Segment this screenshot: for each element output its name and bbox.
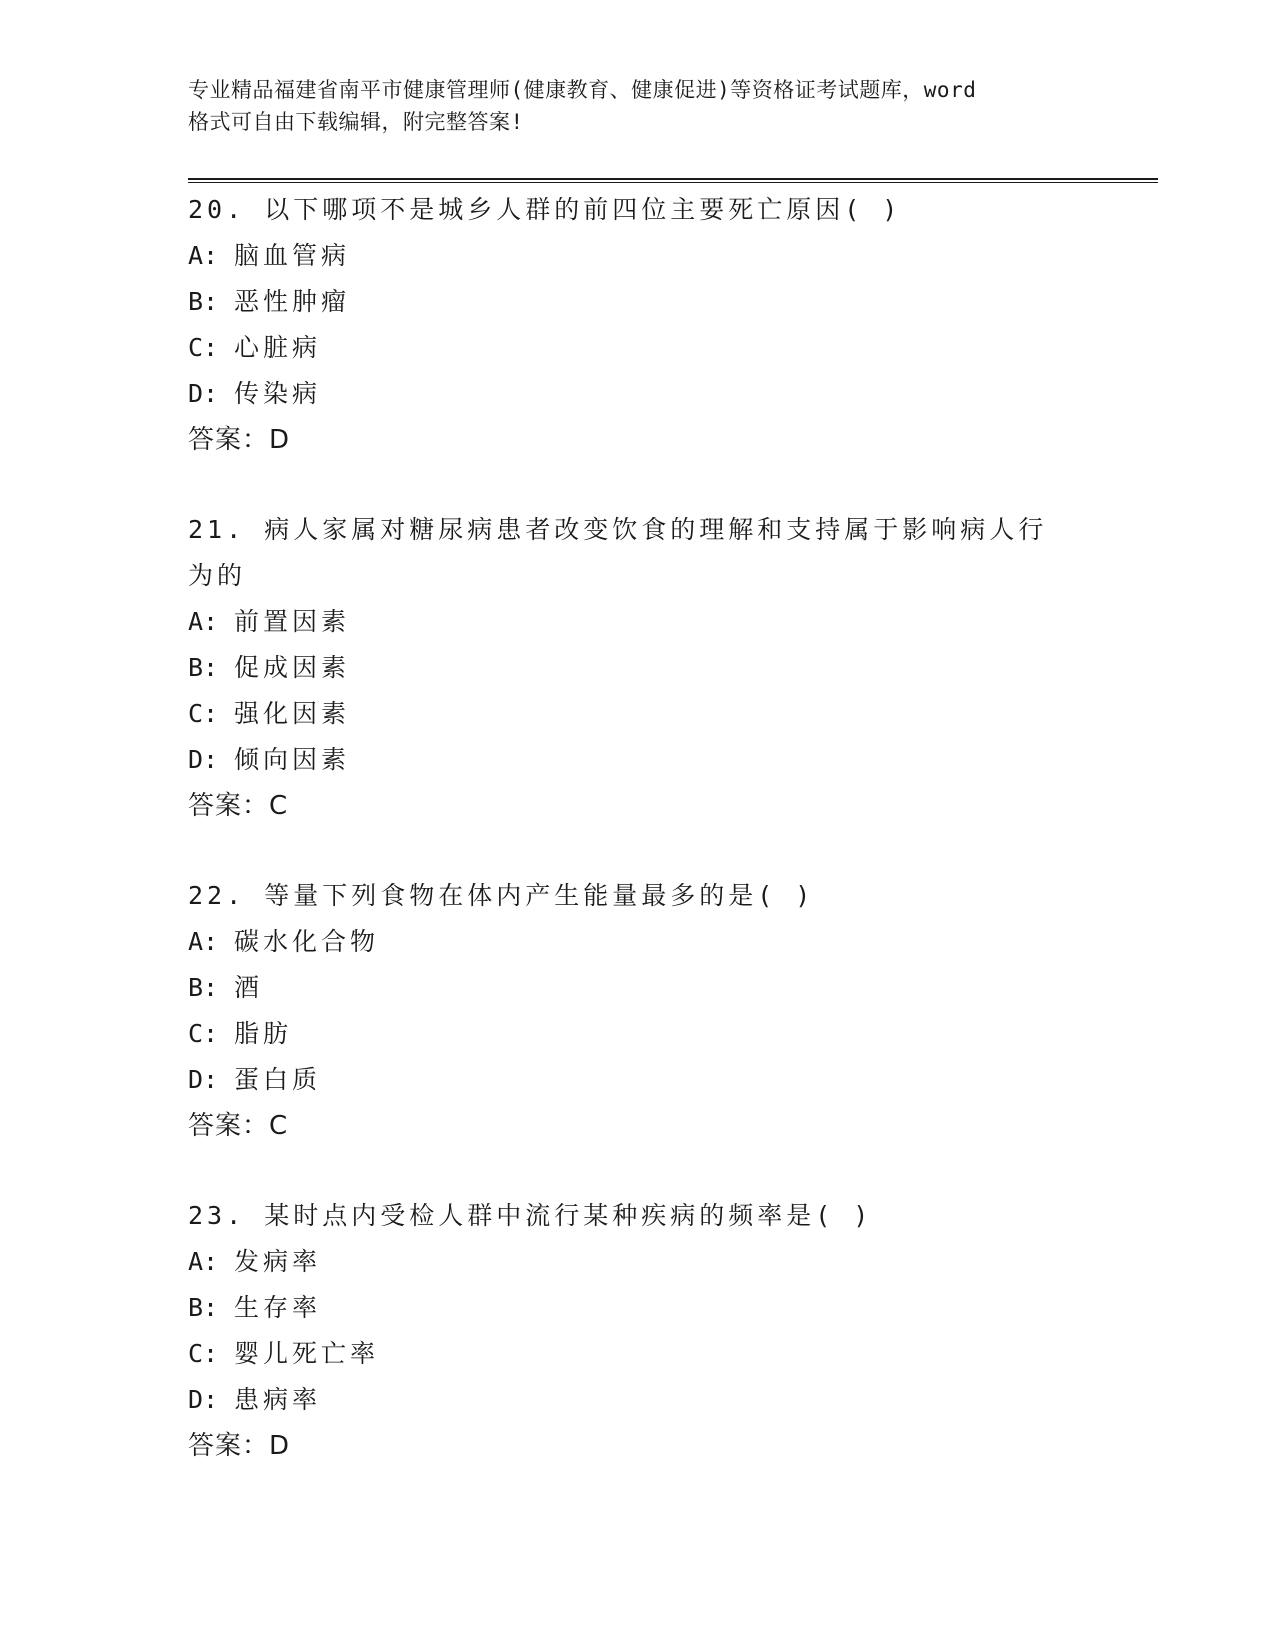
option-text: 碳水化合物 bbox=[234, 927, 380, 956]
question-title: 20. 以下哪项不是城乡人群的前四位主要死亡原因( ) bbox=[188, 195, 902, 224]
answer-label: 答案：D bbox=[188, 425, 291, 455]
option-text: 促成因素 bbox=[234, 653, 351, 682]
header-line-1: 专业精品福建省南平市健康管理师(健康教育、健康促进)等资格证考试题库，word bbox=[188, 78, 977, 102]
option-b bbox=[188, 1285, 1068, 1331]
option-letter: A: bbox=[188, 1247, 219, 1276]
option-b bbox=[188, 645, 1068, 691]
option-b bbox=[188, 279, 1068, 325]
option-text: 脑血管病 bbox=[234, 241, 351, 270]
option-letter: A: bbox=[188, 241, 219, 270]
option-text: 前置因素 bbox=[234, 607, 351, 636]
option-a bbox=[188, 233, 1068, 279]
option-letter: C: bbox=[188, 1019, 219, 1048]
option-text: 发病率 bbox=[234, 1247, 322, 1276]
option-text: 酒 bbox=[234, 973, 264, 1002]
option-b bbox=[188, 965, 1068, 1011]
answer-label: 答案：C bbox=[188, 791, 289, 821]
option-letter: B: bbox=[188, 287, 219, 316]
option-a bbox=[188, 919, 1068, 965]
question-title: 23. 某时点内受检人群中流行某种疾病的频率是( ) bbox=[188, 1201, 873, 1230]
option-letter: B: bbox=[188, 973, 219, 1002]
header-divider bbox=[188, 178, 1158, 183]
document-header bbox=[188, 74, 1088, 138]
option-letter: B: bbox=[188, 653, 219, 682]
answer-label: 答案：D bbox=[188, 1431, 291, 1461]
question-title: 22. 等量下列食物在体内产生能量最多的是( ) bbox=[188, 881, 815, 910]
option-c bbox=[188, 1011, 1068, 1057]
option-letter: B: bbox=[188, 1293, 219, 1322]
option-letter: C: bbox=[188, 1339, 219, 1368]
option-letter: D: bbox=[188, 379, 219, 408]
option-letter: D: bbox=[188, 745, 219, 774]
option-letter: A: bbox=[188, 607, 219, 636]
answer-label: 答案：C bbox=[188, 1111, 289, 1141]
option-d bbox=[188, 1057, 1068, 1103]
option-text: 传染病 bbox=[234, 379, 322, 408]
option-text: 强化因素 bbox=[234, 699, 351, 728]
option-text: 生存率 bbox=[234, 1293, 322, 1322]
option-letter: C: bbox=[188, 699, 219, 728]
option-a bbox=[188, 599, 1068, 645]
option-c bbox=[188, 1331, 1068, 1377]
question-20 bbox=[188, 187, 1068, 463]
option-c bbox=[188, 691, 1068, 737]
option-d bbox=[188, 737, 1068, 783]
option-text: 脂肪 bbox=[234, 1019, 293, 1048]
option-letter: D: bbox=[188, 1065, 219, 1094]
option-d bbox=[188, 1377, 1068, 1423]
option-text: 恶性肿瘤 bbox=[234, 287, 351, 316]
option-text: 蛋白质 bbox=[234, 1065, 322, 1094]
option-text: 心脏病 bbox=[234, 333, 322, 362]
question-23 bbox=[188, 1193, 1068, 1469]
question-list bbox=[188, 187, 1068, 1513]
option-text: 倾向因素 bbox=[234, 745, 351, 774]
option-d bbox=[188, 371, 1068, 417]
option-letter: A: bbox=[188, 927, 219, 956]
question-title: 21. 病人家属对糖尿病患者改变饮食的理解和支持属于影响病人行为的 bbox=[188, 515, 1048, 590]
option-text: 患病率 bbox=[234, 1385, 322, 1414]
header-line-2: 格式可自由下载编辑，附完整答案! bbox=[188, 110, 524, 134]
question-22 bbox=[188, 873, 1068, 1149]
option-letter: D: bbox=[188, 1385, 219, 1414]
option-a bbox=[188, 1239, 1068, 1285]
option-letter: C: bbox=[188, 333, 219, 362]
option-text: 婴儿死亡率 bbox=[234, 1339, 380, 1368]
option-c bbox=[188, 325, 1068, 371]
question-21 bbox=[188, 507, 1068, 829]
